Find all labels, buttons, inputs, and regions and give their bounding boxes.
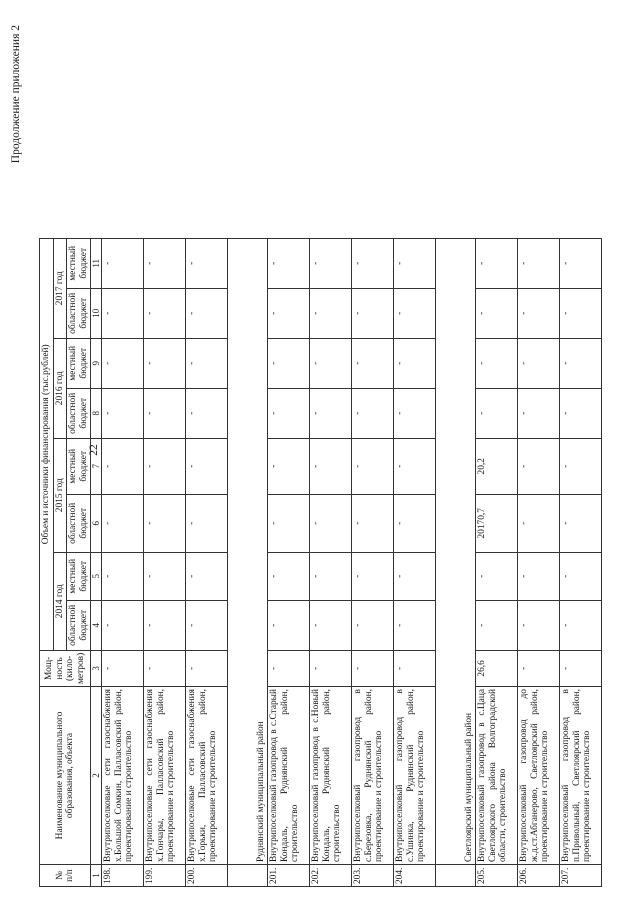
- budget-value: 20,2: [476, 438, 518, 494]
- budget-value: -: [186, 552, 228, 600]
- budget-value: -: [394, 494, 436, 552]
- budget-value: -: [310, 288, 352, 338]
- budget-value: -: [560, 388, 602, 438]
- budget-value: -: [560, 600, 602, 650]
- capacity-value: -: [394, 650, 436, 686]
- budget-value: -: [518, 552, 560, 600]
- budget-value: -: [144, 338, 186, 388]
- column-number: 3: [91, 650, 102, 686]
- budget-value: -: [560, 288, 602, 338]
- budget-value: -: [186, 288, 228, 338]
- header-regional: областной бюджет: [67, 288, 91, 338]
- row-number: 203.: [352, 865, 394, 887]
- budget-value: -: [102, 600, 144, 650]
- header-regional: областной бюджет: [67, 388, 91, 438]
- column-number: 5: [91, 552, 102, 600]
- budget-value: -: [102, 388, 144, 438]
- section-row: [436, 238, 476, 886]
- budget-value: -: [310, 338, 352, 388]
- budget-value: -: [560, 238, 602, 288]
- row-number: 204.: [394, 865, 436, 887]
- table-row: [476, 238, 518, 886]
- header-local: местный бюджет: [67, 552, 91, 600]
- table-row: [186, 238, 228, 886]
- table-row: [394, 238, 436, 886]
- capacity-value: -: [102, 650, 144, 686]
- budget-value: -: [394, 438, 436, 494]
- budget-value: -: [268, 338, 310, 388]
- budget-value: -: [394, 338, 436, 388]
- row-number: 201.: [268, 865, 310, 887]
- page-number: 22: [88, 444, 100, 456]
- object-name: Внутрипоселковый газопровод в п.Привольный, Светлоярский район, проектирование и строительство: [560, 687, 602, 865]
- budget-value: -: [186, 388, 228, 438]
- header-regional: областной бюджет: [67, 494, 91, 552]
- capacity-value: -: [268, 650, 310, 686]
- capacity-value: -: [518, 650, 560, 686]
- budget-value: -: [310, 552, 352, 600]
- budget-value: -: [268, 388, 310, 438]
- header-name: Наименование муниципального образования, объекта: [40, 687, 91, 865]
- budget-value: -: [518, 388, 560, 438]
- capacity-value: -: [352, 650, 394, 686]
- section-num-cell: [436, 865, 476, 887]
- budget-value: -: [352, 552, 394, 600]
- budget-value: -: [144, 494, 186, 552]
- header-local: местный бюджет: [67, 338, 91, 388]
- budget-value: -: [394, 238, 436, 288]
- table-row: [102, 238, 144, 886]
- header-local: местный бюджет: [67, 438, 91, 494]
- budget-value: -: [186, 600, 228, 650]
- budget-value: -: [394, 552, 436, 600]
- budget-value: 20170,7: [476, 494, 518, 552]
- budget-value: -: [268, 288, 310, 338]
- row-number: 207.: [560, 865, 602, 887]
- header-capacity: Мощ-ность (кило-метров): [40, 650, 91, 686]
- row-number: 200.: [186, 865, 228, 887]
- budget-value: -: [476, 388, 518, 438]
- budget-value: -: [144, 552, 186, 600]
- table-row: [144, 238, 186, 886]
- row-number: 205.: [476, 865, 518, 887]
- object-name: Внутрипоселковый газопровод в с.Цаца Светлоярского района Волгоградской области, строительство: [476, 687, 518, 865]
- capacity-value: -: [560, 650, 602, 686]
- appendix-title: Продолжение приложения 2: [10, 25, 22, 164]
- budget-value: -: [268, 600, 310, 650]
- column-number: 11: [91, 238, 102, 288]
- budget-value: -: [144, 238, 186, 288]
- budget-value: -: [102, 494, 144, 552]
- table-row: [518, 238, 560, 886]
- budget-value: -: [476, 600, 518, 650]
- object-name: Внутрипоселковый газопровод в с.Старый Кондаль, Руднянский район, строительство: [268, 687, 310, 865]
- column-number: 2: [91, 687, 102, 865]
- budget-value: -: [144, 288, 186, 338]
- section-title: Светлоярский муниципальный район: [436, 238, 476, 864]
- budget-value: -: [352, 438, 394, 494]
- budget-value: -: [268, 552, 310, 600]
- budget-value: -: [394, 600, 436, 650]
- header-year-2014: 2014 год: [53, 552, 67, 650]
- budget-value: -: [476, 288, 518, 338]
- budget-value: -: [144, 388, 186, 438]
- financing-table: [39, 238, 602, 887]
- column-number: 8: [91, 388, 102, 438]
- table-body: [102, 238, 602, 886]
- column-number: 7: [91, 438, 102, 494]
- budget-value: -: [268, 494, 310, 552]
- budget-value: -: [102, 288, 144, 338]
- row-number: 206.: [518, 865, 560, 887]
- table-row: [268, 238, 310, 886]
- budget-value: -: [560, 338, 602, 388]
- budget-value: -: [352, 288, 394, 338]
- header-regional: областной бюджет: [67, 600, 91, 650]
- budget-value: -: [186, 338, 228, 388]
- budget-value: -: [518, 494, 560, 552]
- budget-value: -: [144, 438, 186, 494]
- budget-value: -: [476, 338, 518, 388]
- object-name: Внутрипоселковый газопровод в с.Березовка, Руднянский район, проектирование и строительство: [352, 687, 394, 865]
- budget-value: -: [352, 238, 394, 288]
- budget-value: -: [310, 600, 352, 650]
- table-row: [560, 238, 602, 886]
- budget-value: -: [476, 238, 518, 288]
- object-name: Внутрипоселковый газопровод до ж.д.ст.Абганерово, Светлоярский район, проектирование и строительство: [518, 687, 560, 865]
- section-title: Руднянский муниципальный район: [228, 238, 268, 864]
- budget-value: -: [560, 552, 602, 600]
- header-year-2017: 2017 год: [53, 238, 67, 338]
- capacity-value: -: [144, 650, 186, 686]
- budget-value: -: [186, 438, 228, 494]
- budget-value: -: [102, 238, 144, 288]
- capacity-value: -: [310, 650, 352, 686]
- budget-value: -: [102, 552, 144, 600]
- column-number-row: [91, 238, 102, 886]
- column-number: 9: [91, 338, 102, 388]
- table-row: [310, 238, 352, 886]
- budget-value: -: [352, 494, 394, 552]
- capacity-value: 26,6: [476, 650, 518, 686]
- column-number: 6: [91, 494, 102, 552]
- budget-value: -: [518, 438, 560, 494]
- header-num: № п/п: [40, 865, 91, 887]
- section-row: [228, 238, 268, 886]
- budget-value: -: [518, 338, 560, 388]
- budget-value: -: [394, 388, 436, 438]
- budget-value: -: [102, 438, 144, 494]
- budget-value: -: [518, 288, 560, 338]
- column-number: 4: [91, 600, 102, 650]
- budget-value: -: [394, 288, 436, 338]
- budget-value: -: [352, 600, 394, 650]
- budget-value: -: [310, 438, 352, 494]
- budget-value: -: [560, 438, 602, 494]
- budget-value: -: [268, 238, 310, 288]
- budget-value: -: [310, 238, 352, 288]
- object-name: Внутрипоселковый газопровод в с.Ушинка, Руднянский район, проектирование и строительство: [394, 687, 436, 865]
- object-name: Внутрипоселковые сети газоснабжения х.Горьки, Палласовский район, проектирование и строительство: [186, 687, 228, 865]
- budget-value: -: [352, 388, 394, 438]
- table-row: [352, 238, 394, 886]
- object-name: Внутрипоселковый газопровод в с.Новый Кондаль, Руднянский район, строительство: [310, 687, 352, 865]
- budget-value: -: [186, 494, 228, 552]
- header-year-2016: 2016 год: [53, 338, 67, 438]
- header-year-2015: 2015 год: [53, 438, 67, 552]
- budget-value: -: [144, 600, 186, 650]
- budget-value: -: [560, 494, 602, 552]
- row-number: 199.: [144, 865, 186, 887]
- budget-value: -: [102, 338, 144, 388]
- budget-value: -: [310, 494, 352, 552]
- column-number: 1: [91, 865, 102, 887]
- budget-value: -: [518, 238, 560, 288]
- header-financing: Объем и источники финансирования (тыс.рублей): [40, 238, 54, 650]
- row-number: 202.: [310, 865, 352, 887]
- object-name: Внутрипоселковые сети газоснабжения х.Большой Сомкин, Палласовский район, проектирование и строительство: [102, 687, 144, 865]
- budget-value: -: [268, 438, 310, 494]
- budget-value: -: [186, 238, 228, 288]
- object-name: Внутрипоселковые сети газоснабжения х.Гончары, Палласовский район, проектирование и строительство: [144, 687, 186, 865]
- section-num-cell: [228, 865, 268, 887]
- capacity-value: -: [186, 650, 228, 686]
- column-number: 10: [91, 288, 102, 338]
- budget-value: -: [352, 338, 394, 388]
- header-local: местный бюджет: [67, 238, 91, 288]
- row-number: 198.: [102, 865, 144, 887]
- budget-value: -: [518, 600, 560, 650]
- budget-value: -: [310, 388, 352, 438]
- budget-value: -: [476, 552, 518, 600]
